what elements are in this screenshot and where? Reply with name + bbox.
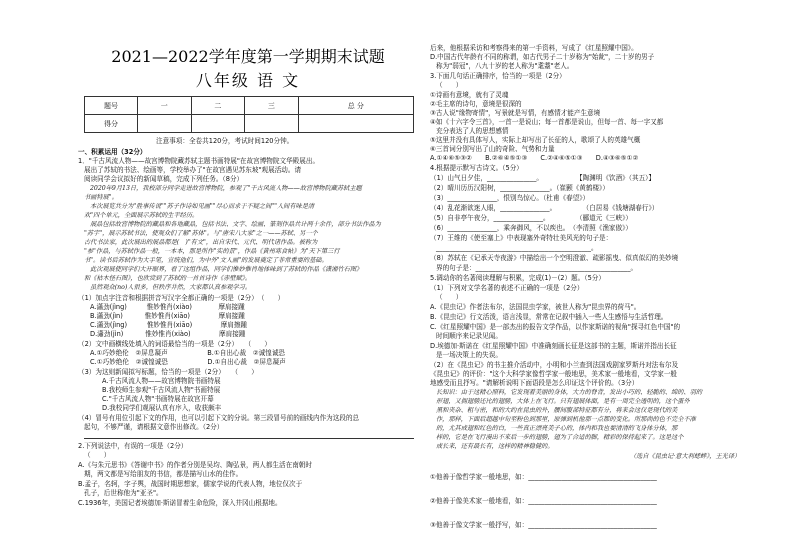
text-line: 成长来，还有最长有，这样的精神稳健的。: [436, 443, 554, 450]
text-line: 长知识：由于这精心照料，它发现着美丽的身体，大力的脊背，发出小巧的、轻脆的、绵的、羽的: [436, 389, 703, 396]
text-line: A.①巧妙绝伦 ②屏息凝声 B.①自出心裁 ②诚惶诚恐: [90, 349, 286, 357]
text-line: A.千古风流人物——故宫博物院书画特展: [102, 377, 221, 385]
text-line: 称为"弱冠"，八九十岁的老人称为"耄耋"老人。: [436, 62, 574, 70]
text-line: C.瀟劲(jìng) 惟妙惟肖(xiāo) 摩肩擦踵: [90, 321, 248, 329]
text-line: 2.下列说法中，有误的一项是（2分）: [78, 442, 188, 450]
text-line: 虽然观众(no)人很多，但秩序井然，大家都认真参观学习。: [90, 284, 252, 291]
text-line: 5.调动你的名著阅读理解与积累，完成(1)－(2）题。（5分）: [430, 274, 605, 282]
text-line: A.瀟劲(jìng) 惟妙惟肖(xiào) 摩肩接踵: [90, 303, 245, 311]
text-line: 充分表达了人的思想感情: [436, 127, 509, 135]
left-column: [78, 0, 418, 549]
score-cell: 二: [191, 97, 245, 115]
text-line: ①他善于像哲学家一般地思，如：_______________________________________: [430, 473, 657, 481]
text-line: ②毛主席的诗句，意境是很深的: [430, 100, 522, 108]
text-line: 期，两文都是写给朋友的书信，都是描写山水的佳作。: [84, 470, 243, 478]
text-line: 作，那样，下面后超越中旬至粉色到那里，原弹到机他那一点都的变化。所那尚的色不完全不准: [436, 416, 696, 423]
text-line: 是一场决策上的失误。: [436, 351, 502, 359]
text-line: C.《红星照耀中国》是一部杰出的报告文学作品，以作家斯诺的视角"探寻红色中国"的: [430, 323, 681, 331]
text-line: 展出了苏轼的书法、绘画等，学校举办了"在故宫遇见苏东坡"观展活动。请: [84, 166, 302, 174]
text-line: 地感受而且抒写。"请解析说明下面语段是怎么印证这个评价的。（3分）: [430, 379, 639, 387]
text-line: C.①巧妙绝伦 ②诚惶诚恐 D.①自出心裁 ②屏息凝声: [90, 358, 286, 366]
exam-subtitle: 八年级 语 文: [195, 71, 301, 90]
score-input-cell[interactable]: [245, 115, 299, 133]
text-line: B.孟子，名轲，字子舆，战国时期思想家，儒家学说的代表人物，地位仅次于: [78, 480, 303, 488]
text-line: 阅读同学会议拟好的新闻草稿，完成下列任务。（8分）: [84, 175, 244, 183]
text-line: 和《枯木怪石图》，也欣赏到了苏轼的一首首诗作《赤壁赋》。: [84, 275, 252, 282]
text-line: _______________________________________________。: [436, 244, 598, 252]
text-line: （1）下列对文学名著的表述不正确的一项是（2分）: [430, 284, 584, 292]
text-line: （2）在《昆虫记》的书主推介活动中，小明和小兰查到法国戏剧家罗斯丹对法布尔及: [430, 361, 679, 369]
text-line: （3）为这则新闻拟写标题，恰当的一项是（2分） （ ）: [78, 368, 258, 376]
score-table-header-row: [85, 97, 414, 115]
text-line: 书画特展"。: [84, 194, 118, 201]
text-line: 1．"千古风流人物——故宫博物院藏苏轼主题书画特展"在故宫博物院文华殿展出。: [78, 157, 320, 165]
text-line: ②他善于像美术家一般地看，如：_______________________________________: [430, 497, 657, 505]
score-cell: 题号: [85, 97, 138, 115]
answer-line[interactable]: [84, 432, 414, 439]
text-line: 形翅，又拥翅膀还比的翅膀，大体上在飞行。只有翅展体面，是有一周完全透明的，这个蛋外: [436, 398, 690, 405]
text-line: 一、积累运用（32分）: [78, 148, 147, 156]
text-line: （1）加点字注音和根据拼音写汉字全都正确的一项是（2分） （ ）: [78, 294, 285, 302]
text-line: 欢"四个单元，全面展示苏轼的生平经历。: [84, 212, 199, 219]
score-cell: 一: [138, 97, 192, 115]
text-line: （4）乱花渐欲迷人眼，_______________。 （白居易《钱塘湖春行》）: [430, 204, 659, 212]
text-line: （4）冒号有用位引起下文的作用，也可以引起下文的分说。第三段冒号前的画线内作为这段的总: [78, 414, 360, 422]
text-line: ③古人说"缘物寄情"，写景就是写情，有感情才能产生意境: [430, 109, 601, 117]
right-column: [430, 0, 790, 549]
text-line: 3.下面几句话正确排序，恰当的一项是（2分）: [430, 72, 566, 80]
text-line: C."千古风流人物"书画特展在故宫开幕: [102, 395, 214, 403]
text-line: 后来，他根据采访和考察得来的第一手资料，写成了《红星照耀中国》。: [430, 44, 638, 52]
text-line: D.中国古代年龄有不同的称谓，如古代男子二十岁称为"始龀"，二十岁的男子: [430, 53, 655, 61]
text-line: （3）_______________，恨别鸟惊心。（杜甫《春望》）: [430, 194, 590, 202]
text-line: ⑥三首词分别写出了山的奇险、气势和力量: [430, 145, 555, 153]
text-line: C.1936年，美国记者埃德加·斯诺冒着生命危险，深入井冈山根据地。: [78, 499, 282, 507]
text-line: 此次观展使同学们大开眼界，看了这组作品，同学们惟妙惟肖地体味到了苏轼的作品《潇湘竹石图》: [90, 266, 363, 273]
text-line: ④如《十六字令三首》，一首一是说山；每一首都是说山，但每一首、每一字又都: [430, 118, 664, 126]
text-line: （1）山气日夕佳，_______________。 【陶渊明《饮酒》（其五）】: [430, 174, 656, 182]
text-line: 《昆虫记》的评价："这个大科学家像哲学家一般地思，美术家一般地看，文学家一般: [430, 370, 677, 378]
text-line: D.我校同学们观展认真有序入，收获颇丰: [102, 404, 222, 412]
text-line: 界的句子是：_______________________________________________。: [436, 264, 638, 272]
text-line: "苏字"，展示苏轼书法，使观众们了解"苏体"。与"唐宋八大家"之一——苏轼、另一个: [84, 230, 318, 237]
text-line: （ ）: [84, 451, 111, 459]
text-line: 古代书法家，此次展出的展品都是( )"有文"，出自宋代、元代、明代诸作品。被称为: [84, 239, 318, 246]
text-line: A.①④⑥⑤③② B.②⑥④⑤①③ C.②④⑥⑤①③ D.④③⑥⑤①②: [430, 154, 639, 162]
text-line: 的，尤其成翅和红色的白，一些真正漂亮美子心的，体内和我也要清清的飞身体分体，那: [436, 425, 678, 432]
text-line: A.《与朱元思书》《答谢中书》的作者分别是吴均、陶弘景，两人都生活在南朝时: [78, 461, 312, 469]
score-input-cell[interactable]: [298, 115, 413, 133]
score-cell: 总 分: [298, 97, 413, 115]
text-line: 注意事项：全卷共120分，考试时间120分钟。: [156, 137, 294, 145]
text-line: 本次展览共分为"胜事传说""苏子作诗如见画""尽心而求于不疑之间""人间有味是清: [90, 203, 315, 210]
text-line: 书"。读书后苏轼作为大手笔，宣统他们，为中外"文人画"的发展奠定了非常重要的基础。: [84, 257, 328, 264]
text-line: A.《昆虫记》作者法布尔，法国昆虫学家，被世人称为"昆虫界的荷马"。: [430, 303, 641, 311]
text-line: ⑤这里并没有具体写人，实际上却写出了长征的人，歌颂了人的英雄气概: [430, 136, 641, 144]
text-line: （选自《昆虫记·意大利蟋蟀》，王光译）: [630, 453, 741, 460]
score-cell: 得分: [85, 115, 138, 133]
text-line: （7）王维的《使至塞上》中表现塞外奇特壮美风光的句子是：: [430, 234, 613, 242]
text-line: 起句，不够严谨，请根据文意作出修改。（2分）: [84, 423, 224, 431]
text-line: B.《昆虫记》行文活泼，语言浅显，常常在记叙中插入一些人生感悟与生活哲理。: [430, 313, 668, 321]
text-line: 黑和夹杂、粗与密，和的大约在昆虫的外，腰间腹部特征都有分，将来会这仅是现代的美: [436, 407, 678, 414]
text-line: （5）自非亭午夜分，_______________。 （郦道元《三峡》）: [430, 214, 632, 222]
score-table: [84, 96, 414, 133]
score-input-cell[interactable]: [138, 115, 192, 133]
text-line: （2）文中画横线处填入的词语最恰当的一项是（2分） （ ）: [78, 340, 272, 348]
text-line: （6）_______________，乘奔御风，不以疾也。 （李清照《渔家傲》）: [430, 224, 632, 232]
text-line: （8）苏轼在《记承天寺夜游》中描绘出一个空明澄澈、疏影摇曳、似真似幻的美妙境: [430, 254, 679, 262]
text-line: B.瀟劲(jìn) 惟妙惟肖(xiāo) 摩肩接踵: [90, 312, 245, 320]
text-line: D.埃德加·斯诺在《红星照耀中国》中准确刻画长征是这部书的主题，斯诺并指出长征: [430, 342, 677, 350]
score-input-cell[interactable]: [191, 115, 245, 133]
text-line: "参"作品，与苏轼作品一般，一本本，那是所作"实的景"，作品《黄州寒食帖》为"天下第三行: [84, 248, 340, 255]
text-line: （ ）: [436, 81, 463, 89]
text-line: 孔子，后世称他为"亚圣"。: [84, 489, 163, 497]
score-cell: 三: [245, 97, 299, 115]
score-table-value-row: [85, 115, 414, 133]
text-line: ③他善于像文学家一般抒写，如：_______________________________________: [430, 521, 657, 529]
text-line: 2020年9月13日，我校部分同学走进故宫博物院，参观了"千古风流人物——故宫博物院藏苏轼主题: [90, 185, 362, 192]
text-line: （ ）: [436, 293, 463, 301]
text-line: ①诗画有意境，就有了灵魂: [430, 91, 509, 99]
text-line: （2）晴川历历汉阳树，_______________。（崔颢《黄鹤楼》）: [430, 184, 609, 192]
text-line: D.瀟劲(jìn) 惟妙惟肖(xiào) 摩肩接踵: [90, 330, 246, 338]
text-line: 时间顺序来记录见闻。: [436, 332, 502, 340]
exam-title: 2021—2022学年度第一学期期末试题: [111, 47, 385, 66]
text-line: B.我校师生参观"千古风流人物"书画特展: [102, 386, 221, 394]
text-line: 样的，它是在飞行漫出不来后一步的翅膀，翅为了合适的脚，精彩的保持起来了。这是这个: [436, 434, 684, 441]
text-line: 4.根据提示默写古诗文。（5分）: [430, 164, 523, 172]
text-line: 展品包括故宫博物院的藏品和各地藏品，包括书法、文字、绘画、篆刻作品共计两十余件，部分书法作品为: [90, 221, 381, 228]
